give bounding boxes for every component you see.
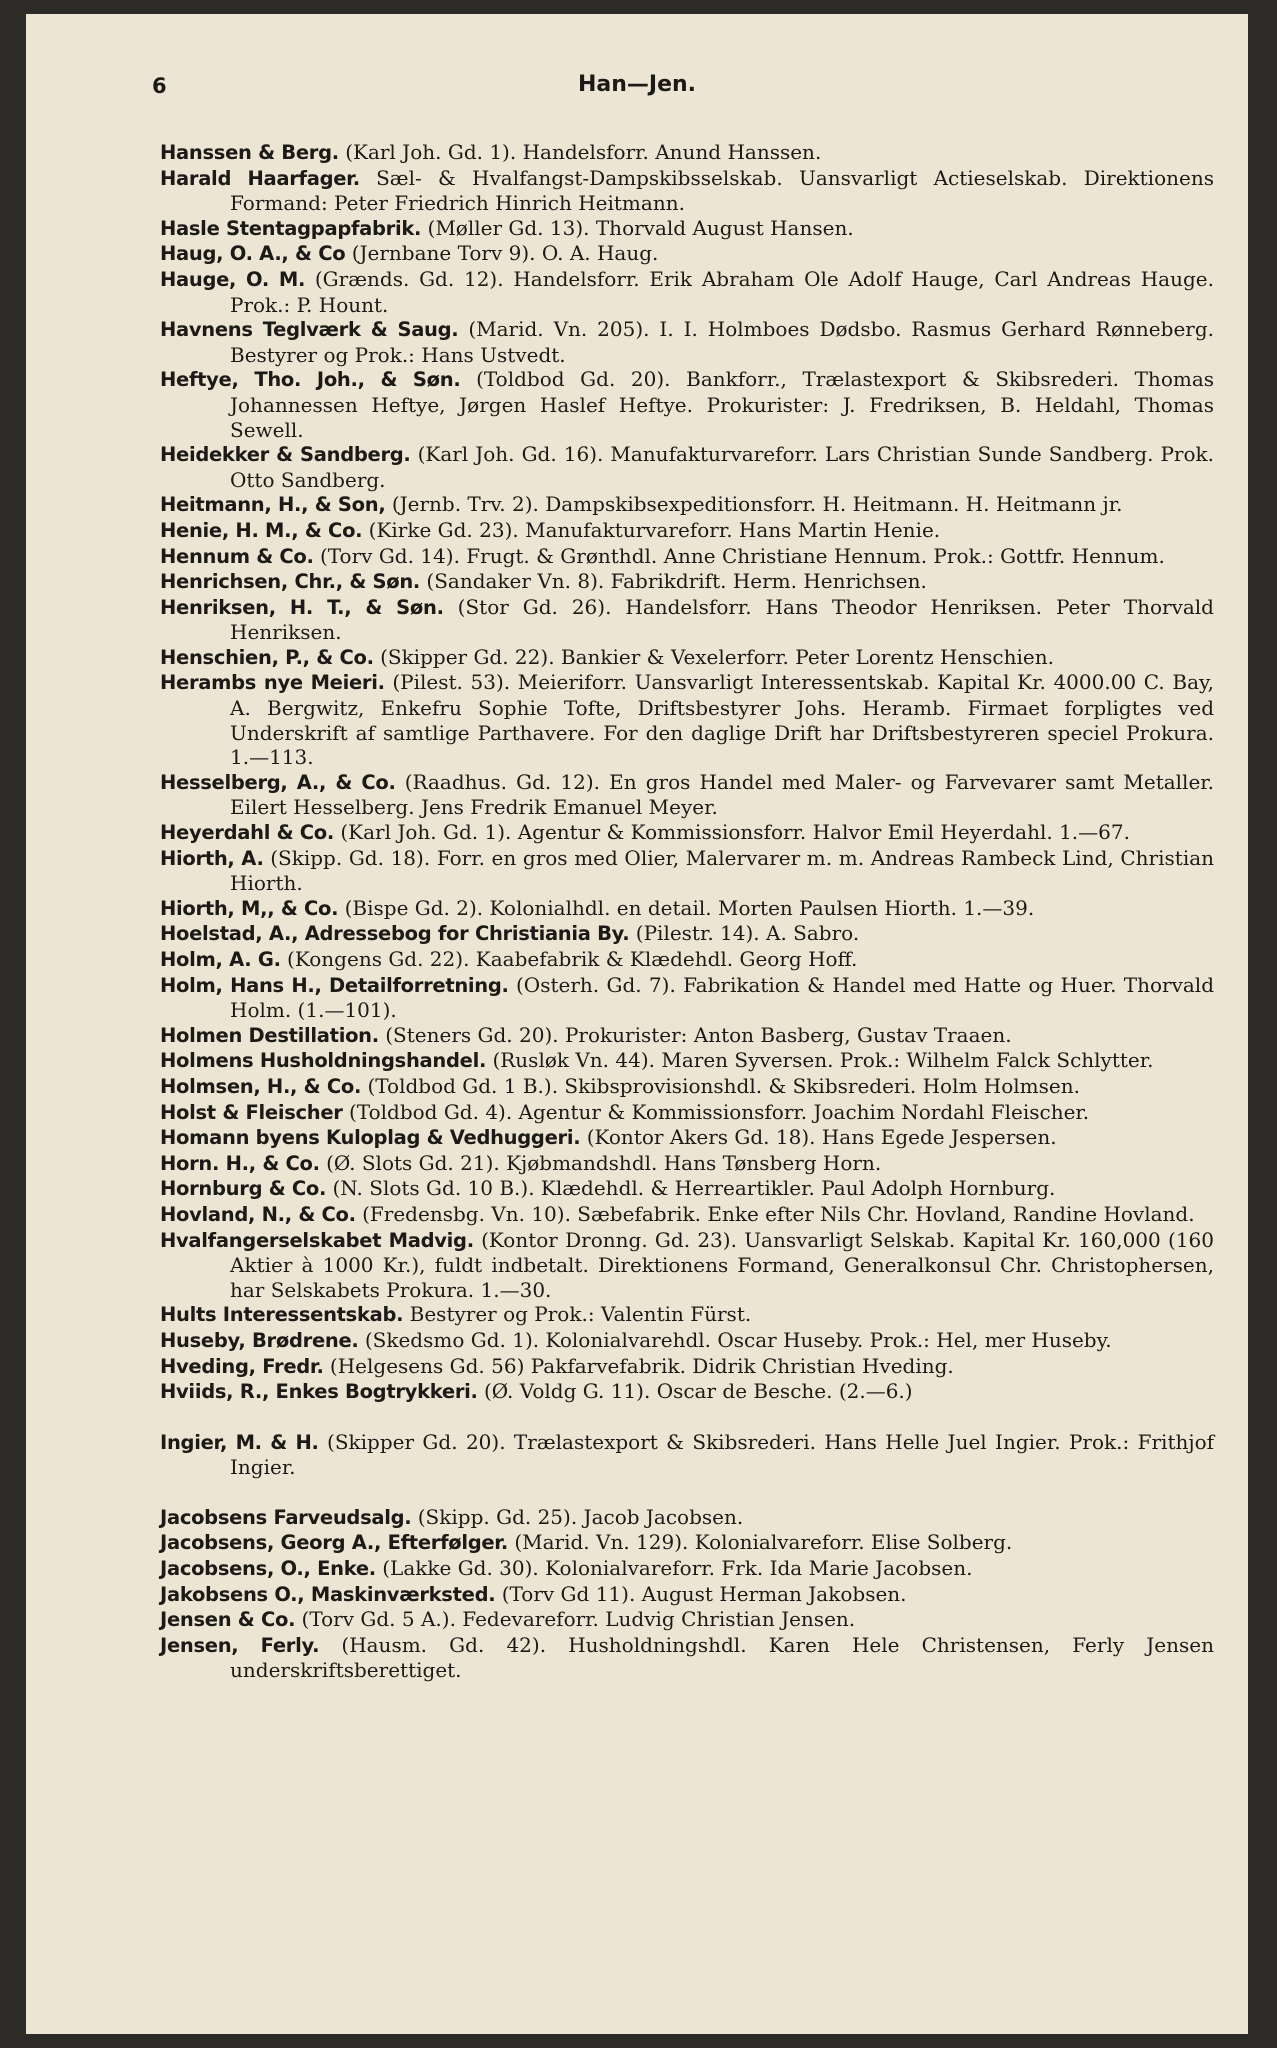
directory-entry [160,1202,1214,1228]
entry-details: (Osterh. Gd. 7). Fabrikation & Handel med Hatte og Huer. Thorvald Holm. (1.—101). [230,972,1215,1023]
directory-entry [160,367,1214,442]
entry-firm-name: Hveding, Fredr. [160,1354,324,1378]
directory-entry [160,670,1214,769]
entry-details: (Møller Gd. 13). Thorvald August Hansen. [427,215,854,240]
directory-entry [160,1176,1214,1202]
entry-details: (Grænds. Gd. 12). Handelsforr. Erik Abraham Ole Adolf Hauge, Carl Andreas Hauge. Prok.: P. Hount. [230,266,1214,317]
entry-details: (Pilestr. 14). A. Sabro. [635,921,860,946]
entry-details: (Kirke Gd. 23). Manufakturvareforr. Hans Martin Henie. [368,517,941,542]
directory-entry [160,1556,1214,1582]
entry-details: (Fredensbg. Vn. 10). Sæbefabrik. Enke efter Nils Chr. Hovland, Randine Hovland. [362,1201,1195,1226]
entry-firm-name: Hesselberg, A., & Co. [160,770,396,794]
directory-entry [160,1074,1214,1100]
entry-firm-name: Hasle Stentagpapfabrik. [160,216,422,240]
entry-details: Sæl- & Hvalfangst-Dampskibsselskab. Uansvarligt Actieselskab. Direktionens Formand: Peter Friedrich Hinrich Heitmann. [230,165,1214,216]
entry-details: (Steners Gd. 20). Prokurister: Anton Basberg, Gustav Traaen. [385,1022,1012,1047]
entry-details: (Karl Joh. Gd. 16). Manufakturvareforr. Lars Christian Sunde Sandberg. Prok. Otto Sandberg. [230,442,1214,492]
entry-firm-name: Holst & Fleischer [160,1100,343,1124]
entry-details: (Torv Gd. 14). Frugt. & Grønthdl. Anne Christiane Hennum. Prok.: Gottfr. Hennum. [319,543,1165,568]
entry-details: Bestyrer og Prok.: Valentin Fürst. [409,1302,752,1327]
directory-entry [160,1430,1214,1480]
entry-firm-name: Hiorth, M,, & Co. [160,896,339,920]
entry-details: (Karl Joh. Gd. 1). Handelsforr. Anund Hanssen. [345,140,822,164]
entry-firm-name: Holmen Destillation. [160,1023,379,1047]
entry-details: (Skipp. Gd. 25). Jacob Jacobsen. [417,1504,744,1529]
entry-firm-name: Henrichsen, Chr., & Søn. [160,570,421,594]
entry-firm-name: Huseby, Brødrene. [160,1328,359,1352]
entry-firm-name: Jensen & Co. [160,1608,296,1632]
page-header [26,70,1248,110]
entry-firm-name: Holmsen, H., & Co. [160,1074,362,1098]
entry-firm-name: Ingier, M. & H. [160,1430,319,1454]
directory-entry [160,595,1214,645]
entry-firm-name: Holm, A. G. [160,948,281,971]
directory-entry [160,518,1214,544]
entry-details: (Torv Gd 11). August Herman Jakobsen. [501,1581,907,1606]
entry-details: (Toldbod Gd. 20). Bankforr., Trælastexport & Skibsrederi. Thomas Johannessen Heftye, Jørgen Haslef Heftye. Prokurister: J. Fredriksen, B. Heldahl, Thomas Sewell. [230,367,1215,442]
entry-firm-name: Hiorth, A. [160,846,264,870]
entry-firm-name: Haug, O. A., & Co [160,242,346,266]
directory-entry [160,569,1214,595]
entry-details: (Karl Joh. Gd. 1). Agentur & Kommissionsforr. Halvor Emil Heyerdahl. 1.—67. [340,820,1130,845]
entry-firm-name: Jacobsens Farveudsalg. [160,1505,412,1529]
directory-entry [160,442,1214,492]
page-number: 6 [152,74,167,98]
directory-entry [160,1633,1214,1683]
entry-firm-name: Hoelstad, A., Adressebog for Christiania By. [160,922,630,946]
directory-entry [160,1379,1214,1405]
entry-firm-name: Jakobsens O., Maskinværksted. [160,1582,496,1606]
entry-details: (Skedsmo Gd. 1). Kolonialvarehdl. Oscar Huseby. Prok.: Hel, mer Huseby. [364,1327,1112,1352]
entry-firm-name: Henriksen, H. T., & Søn. [160,595,444,619]
directory-entry [160,1048,1214,1074]
directory-entry [160,1328,1214,1354]
directory-page [26,14,1248,2034]
directory-entry [160,1530,1214,1556]
directory-entry [160,241,1214,267]
entry-details: (Raadhus. Gd. 12). En gros Handel med Maler- og Farvevarer samt Metaller. Eilert Hesselberg. Jens Fredrik Emanuel Meyer. [230,769,1215,820]
directory-entry [160,1023,1214,1049]
directory-entry [160,896,1214,922]
directory-entry [160,770,1214,820]
entry-details: (Toldbod Gd. 4). Agentur & Kommissionsforr. Joachim Nordahl Fleischer. [348,1099,1090,1124]
directory-entry [160,1151,1214,1177]
directory-entry [160,166,1214,216]
entry-details: (Jernbane Torv 9). O. A. Haug. [351,241,659,266]
entry-firm-name: Harald Haarfager. [160,166,360,190]
entry-firm-name: Heftye, Tho. Joh., & Søn. [160,368,461,392]
directory-entry [160,1354,1214,1380]
entry-details: (Hausm. Gd. 42). Husholdningshdl. Karen Hele Christensen, Ferly Jensen underskriftsberettiget. [230,1632,1214,1683]
entry-details: (Bispe Gd. 2). Kolonialhdl. en detail. Morten Paulsen Hiorth. 1.—39. [344,895,1035,920]
directory-entry [160,846,1214,896]
directory-entry [160,544,1214,570]
entry-details: (Skipper Gd. 22). Bankier & Vexelerforr. Peter Lorentz Henschien. [380,644,1054,669]
entry-firm-name: Horn. H., & Co. [160,1151,320,1175]
directory-entry [160,1505,1214,1531]
entry-details: (Rusløk Vn. 44). Maren Syversen. Prok.: Wilhelm Falck Schlytter. [492,1048,1154,1073]
entry-details: (Toldbod Gd. 1 B.). Skibsprovisionshdl. & Skibsrederi. Holm Holmsen. [367,1073,1080,1098]
entry-details: (Pilest. 53). Meieriforr. Uansvarligt Interessentskab. Kapital Kr. 4000.00 C. Bay, A. Bergwitz, Enkefru Sophie Tofte, Driftsbestyrer Johs. Heramb. Firmaet forpligtes ved Underskrift af samtlige Parthavere. For den daglige Drift har Driftsbestyreren speciel Prokura. 1.—113. [230,670,1214,770]
directory-entry [160,1607,1214,1633]
entry-details: (Jernb. Trv. 2). Dampskibsexpeditionsforr. H. Heitmann. H. Heitmann jr. [391,492,1123,517]
entry-firm-name: Jensen, Ferly. [160,1633,320,1657]
entry-firm-name: Hennum & Co. [160,544,314,568]
entry-details: (N. Slots Gd. 10 B.). Klædehdl. & Herreartikler. Paul Adolph Hornburg. [332,1176,1056,1201]
entry-details: (Kongens Gd. 22). Kaabefabrik & Klædehdl. Georg Hoff. [287,947,858,971]
directory-entry [160,947,1214,973]
directory-entry [160,645,1214,671]
entry-details: (Lakke Gd. 30). Kolonialvareforr. Frk. Ida Marie Jacobsen. [382,1556,973,1581]
entry-firm-name: Jacobsens, O., Enke. [160,1557,376,1581]
entry-firm-name: Henschien, P., & Co. [160,645,374,669]
entry-firm-name: Jacobsens, Georg A., Efterfølger. [160,1531,508,1555]
entry-firm-name: Hviids, R., Enkes Bogtrykkeri. [160,1380,478,1404]
entry-firm-name: Holm, Hans H., Detailforretning. [160,973,509,997]
entry-firm-name: Hults Interessentskab. [160,1303,404,1327]
directory-entry [160,1582,1214,1608]
entry-details: (Sandaker Vn. 8). Fabrikdrift. Herm. Henrichsen. [426,569,927,594]
entry-details: (Skipp. Gd. 18). Forr. en gros med Olier, Malervarer m. m. Andreas Rambeck Lind, Christian Hiorth. [230,845,1215,896]
entry-details: (Helgesens Gd. 56) Pakfarvefabrik. Didrik Christian Hveding. [329,1353,954,1378]
directory-entry [160,317,1214,367]
entry-details: (Kontor Akers Gd. 18). Hans Egede Jespersen. [586,1125,1057,1150]
entry-firm-name: Hvalfangerselskabet Madvig. [160,1228,474,1252]
directory-entry [160,1125,1214,1151]
running-head: Han—Jen. [577,72,697,97]
entry-firm-name: Hovland, N., & Co. [160,1202,356,1226]
entry-details: (Torv Gd. 5 A.). Fedevareforr. Ludvig Christian Jensen. [301,1607,856,1632]
entry-firm-name: Henie, H. M., & Co. [160,518,363,542]
entry-firm-name: Holmens Husholdningshandel. [160,1049,487,1073]
entry-details: (Marid. Vn. 205). I. I. Holmboes Dødsbo. Rasmus Gerhard Rønneberg. Bestyrer og Prok.: Hans Ustvedt. [230,317,1215,367]
directory-entry [160,921,1214,947]
entry-list [160,140,1214,1683]
directory-entry [160,267,1214,317]
directory-entry [160,216,1214,242]
entry-details: (Marid. Vn. 129). Kolonialvareforr. Elise Solberg. [514,1530,1013,1555]
entry-details: (Skipper Gd. 20). Trælastexport & Skibsrederi. Hans Helle Juel Ingier. Prok.: Frithjof Ingier. [230,1429,1215,1480]
entry-firm-name: Homann byens Kuloplag & Vedhuggeri. [160,1126,581,1150]
directory-entry [160,492,1214,518]
entry-firm-name: Heyerdahl & Co. [160,821,334,845]
entry-details: (Ø. Voldg G. 11). Oscar de Besche. (2.—6.) [484,1379,913,1404]
entry-firm-name: Heitmann, H., & Son, [160,493,386,517]
directory-entry [160,820,1214,846]
directory-entry [160,1228,1214,1303]
entry-details: (Kontor Dronng. Gd. 23). Uansvarligt Selskab. Kapital Kr. 160,000 (160 Aktier à 1000 Kr.), fuldt indbetalt. Direktionens Formand, Generalkonsul Chr. Christophersen, har Selskabets Prokura. 1.—30. [230,1227,1214,1302]
directory-entry [160,973,1214,1023]
entry-details: (Ø. Slots Gd. 21). Kjøbmandshdl. Hans Tønsberg Horn. [326,1150,882,1175]
directory-entry [160,1100,1214,1126]
directory-entry [160,1302,1214,1328]
entry-details: (Stor Gd. 26). Handelsforr. Hans Theodor Henriksen. Peter Thorvald Henriksen. [230,594,1214,645]
entry-firm-name: Herambs nye Meieri. [160,671,385,695]
entry-firm-name: Havnens Teglværk & Saug. [160,318,459,342]
entry-firm-name: Hauge, O. M. [160,267,306,291]
entry-firm-name: Hornburg & Co. [160,1177,327,1201]
directory-entry [160,140,1214,166]
entry-firm-name: Hanssen & Berg. [160,141,339,164]
entry-firm-name: Heidekker & Sandberg. [160,443,411,467]
